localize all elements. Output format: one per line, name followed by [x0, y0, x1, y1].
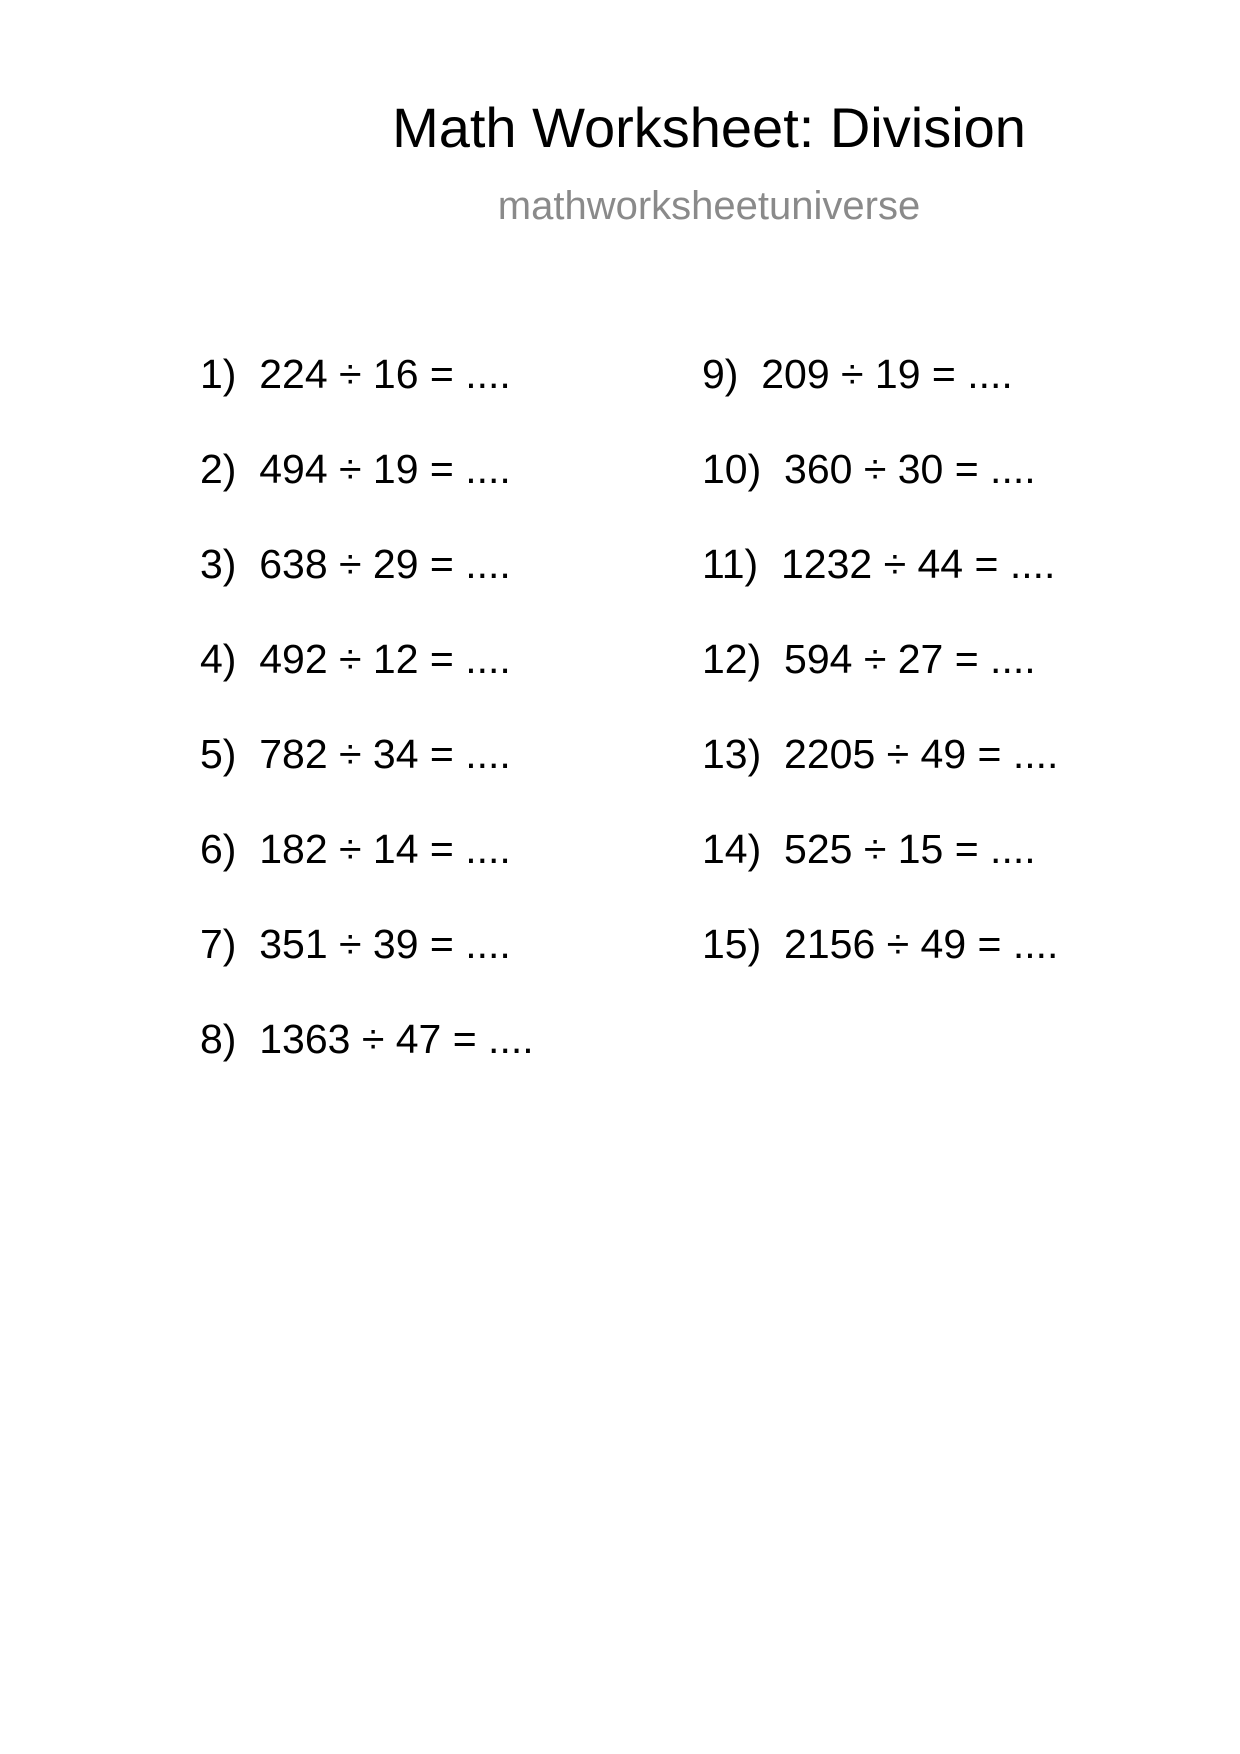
problem-list-left [200, 350, 534, 1110]
problem-15: 15) 2156 ÷ 49 = .... [702, 921, 1059, 967]
problem-13: 13) 2205 ÷ 49 = .... [702, 731, 1059, 777]
worksheet-subtitle: mathworksheetuniverse [497, 184, 921, 228]
problem-14: 14) 525 ÷ 15 = .... [702, 826, 1036, 872]
problem-11: 11) 1232 ÷ 44 = .... [702, 541, 1056, 587]
problem-4: 4) 492 ÷ 12 = .... [200, 636, 511, 682]
worksheet-title: Math Worksheet: Division [392, 96, 1026, 159]
problem-list-right [702, 350, 1058, 1015]
problem-1: 1) 224 ÷ 16 = .... [200, 351, 511, 397]
problem-2: 2) 494 ÷ 19 = .... [200, 446, 511, 492]
problem-9: 9) 209 ÷ 19 = .... [702, 351, 1013, 397]
problem-10: 10) 360 ÷ 30 = .... [702, 446, 1036, 492]
problem-6: 6) 182 ÷ 14 = .... [200, 826, 511, 872]
problem-8: 8) 1363 ÷ 47 = .... [200, 1016, 534, 1062]
problem-3: 3) 638 ÷ 29 = .... [200, 541, 511, 587]
problem-5: 5) 782 ÷ 34 = .... [200, 731, 511, 777]
problem-12: 12) 594 ÷ 27 = .... [702, 636, 1036, 682]
problem-7: 7) 351 ÷ 39 = .... [200, 921, 511, 967]
